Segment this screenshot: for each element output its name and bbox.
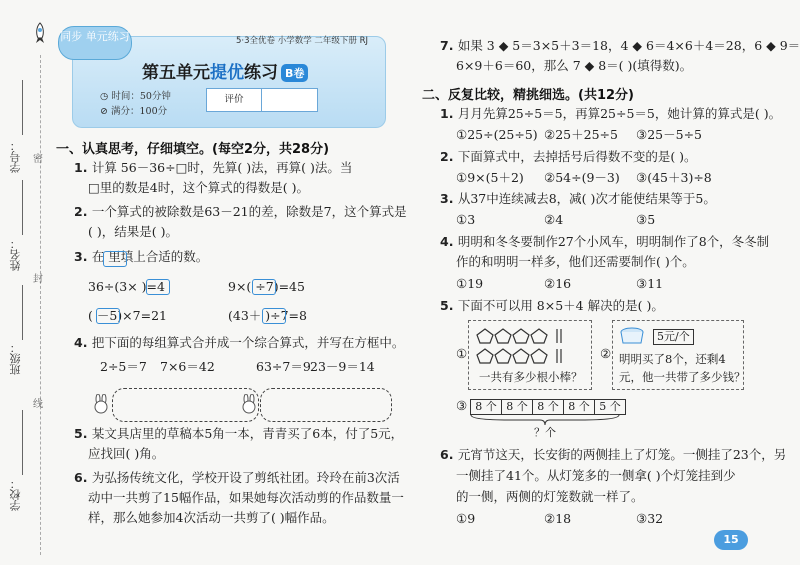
choice-question-6: 6. 元宵节这天，长安街的两侧挂上了灯笼。一侧挂了23个，另	[440, 447, 787, 462]
series-label: 5·3全优卷 小学数学 二年级下册 RJ	[236, 36, 369, 46]
question-7: 7. 如果 3 ◆ 5＝3×5＋3＝18，4 ◆ 6＝4×6＋4＝28，6 ◆ 9＝	[440, 38, 800, 53]
bunny-icon	[92, 394, 110, 414]
cut-mark: 密	[33, 154, 43, 165]
choice-2-option-c[interactable]: ③(45＋3)÷8	[636, 170, 712, 185]
choice-4-option-a[interactable]: ①19	[456, 276, 484, 291]
school-label: 学校：	[9, 478, 22, 511]
expr-2-div-5: 2÷5＝7	[100, 359, 147, 374]
answer-bubble-1[interactable]	[112, 388, 259, 422]
answer-box[interactable]	[262, 308, 286, 324]
class-label: 班级：	[9, 342, 22, 375]
choice-4-option-b[interactable]: ②16	[544, 276, 572, 291]
choice-6-option-b[interactable]: ②18	[544, 511, 572, 526]
name-field[interactable]	[22, 180, 23, 235]
choice-question-1: 1. 月月先算25÷5＝5，再算25÷5＝5，她计算的算式是( )。	[440, 106, 782, 121]
choice-1-option-a[interactable]: ①25÷(25÷5)	[456, 127, 538, 142]
question-5: 5. 某文具店里的草稿本5角一本，青青买了6本，付了5元，	[74, 426, 404, 441]
card-1-question: 一共有多少根小棒？	[479, 370, 583, 384]
expr-63-div-7: 63÷7＝9	[256, 359, 311, 374]
school-field[interactable]	[22, 410, 23, 475]
question-1-line2: □里的数是4时，这个算式的得数是( )。	[88, 180, 309, 195]
segment: 8 个	[501, 399, 533, 415]
choice-4-option-c[interactable]: ③11	[636, 276, 664, 291]
question-1: 1. 计算 56－36÷□时，先算( )法，再算( )法。当	[74, 160, 353, 175]
student-no-field[interactable]	[22, 80, 23, 135]
card-2-line2: 元，他一共带了多少钱？	[619, 370, 746, 384]
cut-mark: 封	[33, 274, 43, 285]
question-2-line2: ( )，结果是( )。	[88, 224, 178, 239]
choice-1-option-c[interactable]: ③25－5÷5	[636, 127, 702, 142]
choice-2-option-a[interactable]: ①9×(5＋2)	[456, 170, 524, 185]
card-2	[612, 320, 744, 390]
choice-3-option-b[interactable]: ②4	[544, 212, 564, 227]
q3-expr-2: 9×( ÷7)=45	[228, 279, 305, 294]
card-1	[468, 320, 592, 390]
price-tag: 5元/个	[653, 329, 694, 345]
segment: 5 个	[594, 399, 626, 415]
choice-question-4-line2: 作的和明明一样多，他们还需要制作( )个。	[456, 254, 695, 269]
expr-7-times-6: 7×6＝42	[160, 359, 215, 374]
b-volume-badge: B卷	[281, 64, 308, 82]
choice-6-option-c[interactable]: ③32	[636, 511, 664, 526]
section-2-title: 二、反复比较，精挑细选。(共12分)	[422, 88, 634, 103]
time-info: ◷ 时间：50分钟	[100, 91, 171, 102]
choice-question-3: 3. 从37中连续减去8，减( )次才能使结果等于5。	[440, 191, 716, 206]
choice-question-6-line2: 一侧挂了41个。从灯笼多的一侧拿( )个灯笼挂到少	[456, 468, 736, 483]
choice-question-6-line3: 的一侧，两侧的灯笼数就一样了。	[456, 489, 644, 504]
question-6-line3: 样，那么她参加4次活动一共剪了( )幅作品。	[88, 510, 335, 525]
page-number: 15	[714, 530, 748, 550]
choice-question-4: 4. 明明和冬冬要制作27个小风车，明明制作了8个，冬冬制	[440, 234, 770, 249]
cut-line	[40, 55, 41, 555]
bunny-icon	[240, 394, 258, 414]
segment: 8 个	[532, 399, 564, 415]
question-3: 3. 在 里填上合适的数。	[74, 249, 209, 264]
card-3-number[interactable]: ③	[456, 398, 468, 413]
segment: 8 个	[470, 399, 502, 415]
expr-23-minus-9: 23－9＝14	[310, 359, 375, 374]
class-field[interactable]	[22, 285, 23, 340]
q3-expr-3: ( －5)×7=21	[88, 308, 167, 323]
choice-2-option-b[interactable]: ②54÷(9－3)	[544, 170, 620, 185]
name-label: 姓名：	[9, 238, 22, 271]
answer-box[interactable]	[252, 279, 276, 295]
card-2-line1: 明明买了8个，还剩4	[619, 352, 726, 366]
question-4: 4. 把下面的每组算式合并成一个综合算式，并写在方框中。	[74, 335, 405, 350]
question-6-line2: 动中一共剪了15幅作品，如果她每次活动剪的作品数量一	[88, 490, 404, 505]
segment: 8 个	[563, 399, 595, 415]
cut-mark: 线	[33, 399, 43, 410]
answer-bubble-2[interactable]	[260, 388, 392, 422]
card-2-number[interactable]: ②	[600, 346, 612, 361]
segment-diagram	[470, 399, 625, 415]
rocket-icon	[32, 22, 48, 44]
question-7-line2: 6×9＋6＝60，那么 7 ◆ 8＝( )(填得数)。	[456, 58, 693, 73]
choice-1-option-b[interactable]: ②25＋25÷5	[544, 127, 618, 142]
question-2: 2. 一个算式的被除数是63－21的差，除数是7，这个算式是	[74, 204, 407, 219]
cake-icon	[619, 325, 645, 347]
sync-tag: 同步 单元练习	[58, 26, 132, 60]
total-unknown: ？个	[534, 426, 556, 439]
choice-question-2: 2. 下面算式中，去掉括号后得数不变的是( )。	[440, 149, 697, 164]
answer-box[interactable]	[96, 308, 120, 324]
evaluation-box[interactable]: 评价	[206, 88, 318, 112]
choice-3-option-a[interactable]: ①3	[456, 212, 476, 227]
pentagon-sticks-icon	[475, 325, 585, 365]
q3-expr-1: 36÷(3× )=4	[88, 279, 165, 294]
choice-question-5: 5. 下面不可以用 8×5＋4 解决的是( )。	[440, 298, 664, 313]
section-1-title: 一、认真思考，仔细填空。(每空2分，共28分)	[56, 142, 330, 157]
page-title: 第五单元提优练习 B卷	[142, 58, 308, 83]
question-5-line2: 应找回( )角。	[88, 446, 165, 461]
score-info: ⊘ 满分：100分	[100, 106, 168, 117]
choice-6-option-a[interactable]: ①9	[456, 511, 476, 526]
card-1-number[interactable]: ①	[456, 346, 468, 361]
answer-box[interactable]	[103, 251, 127, 267]
question-6: 6. 为弘扬传统文化，学校开设了剪纸社团。玲玲在前3次活	[74, 470, 400, 485]
choice-3-option-c[interactable]: ③5	[636, 212, 656, 227]
student-no-label: 学号：	[9, 140, 22, 173]
answer-box[interactable]	[146, 279, 170, 295]
q3-expr-4: (43＋ )÷7=8	[228, 308, 307, 323]
